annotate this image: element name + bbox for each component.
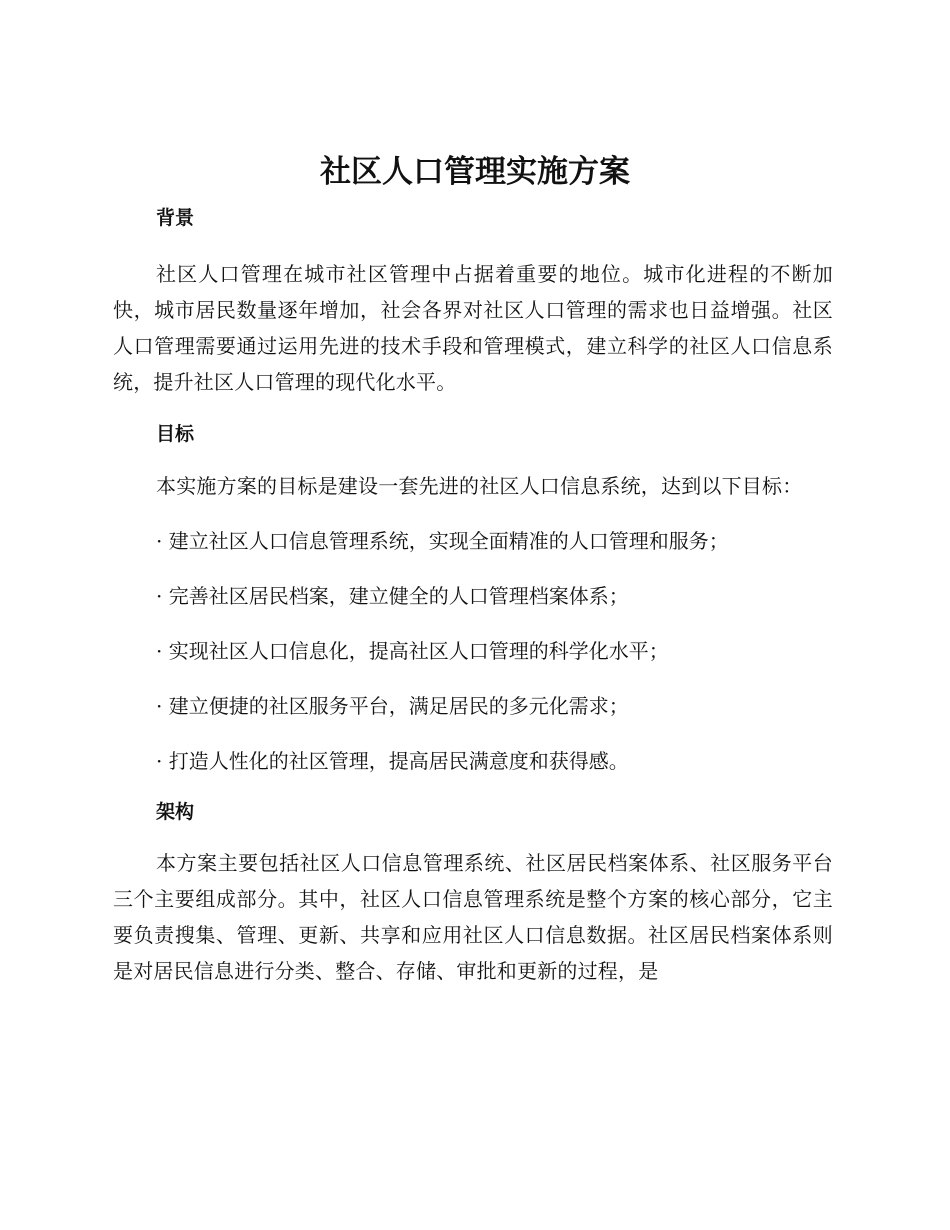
goal-list-item: · 实现社区人口信息化，提高社区人口管理的科学化水平； <box>156 639 669 663</box>
document-body <box>113 150 833 989</box>
goal-list-item: · 建立社区人口信息管理系统，实现全面精准的人口管理和服务； <box>156 529 729 553</box>
goals-paragraph: 本实施方案的目标是建设一套先进的社区人口信息系统，达到以下目标： <box>156 474 803 498</box>
section-heading-background: 背景 <box>156 207 195 229</box>
goal-list-item: · 建立便捷的社区服务平台，满足居民的多元化需求； <box>156 694 629 718</box>
goal-list-item: · 完善社区居民档案，建立健全的人口管理档案体系； <box>156 584 629 608</box>
section-heading-goals: 目标 <box>156 423 195 445</box>
section-heading-architecture: 架构 <box>156 801 195 823</box>
background-paragraph: 社区人口管理在城市社区管理中占据着重要的地位。城市化进程的不断加快，城市居民数量逐年增加，社会各界对社区人口管理的需求也日益增强。社区人口管理需要通过运用先进的技术手段和管理模式，建立科学的社区人口信息系统，提升社区人口管理的现代化水平。 <box>113 262 833 394</box>
document-title: 社区人口管理实施方案 <box>320 154 630 190</box>
goal-list-item: · 打造人性化的社区管理，提高居民满意度和获得感。 <box>156 749 629 773</box>
architecture-paragraph: 本方案主要包括社区人口信息管理系统、社区居民档案体系、社区服务平台三个主要组成部分。其中，社区人口信息管理系统是整个方案的核心部分，它主要负责搜集、管理、更新、共享和应用社区人口信息数据。社区居民档案体系则是对居民信息进行分类、整合、存储、审批和更新的过程，是 <box>113 851 833 983</box>
